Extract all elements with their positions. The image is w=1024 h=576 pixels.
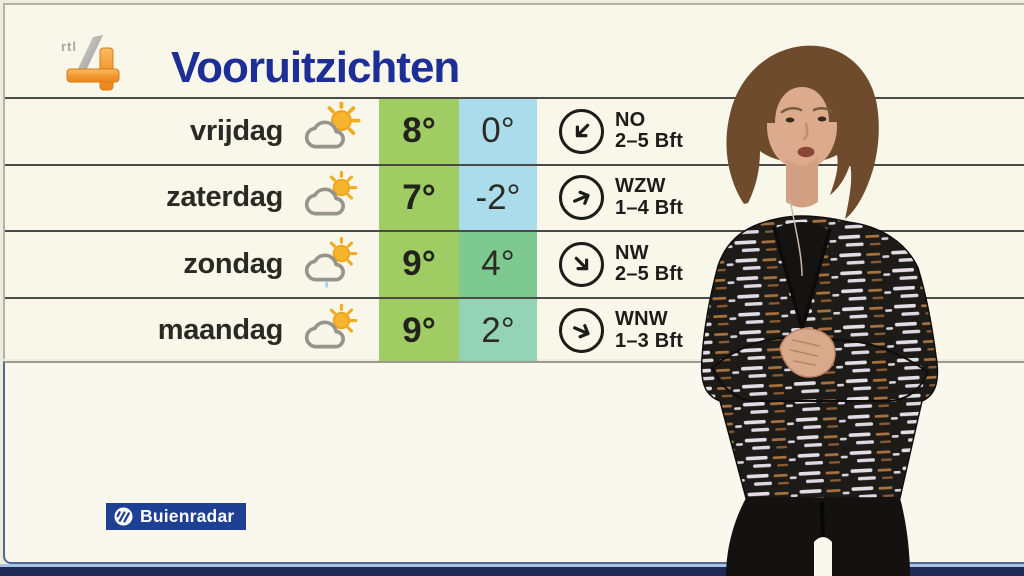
day-label: zaterdag	[166, 181, 283, 214]
temp-min: 0°	[459, 99, 537, 164]
wind-direction: NO	[615, 108, 646, 131]
raindrop-icon	[325, 281, 328, 288]
wind-force: 2–5 Bft	[615, 130, 684, 153]
wind-force: 2–5 Bft	[615, 263, 684, 286]
wind-direction-icon	[559, 109, 604, 154]
temp-max: 9°	[379, 299, 459, 364]
day-label: vrijdag	[190, 114, 283, 147]
presenter	[618, 28, 1018, 576]
wind-direction: WZW	[615, 175, 666, 198]
temp-max: 8°	[379, 99, 459, 164]
temp-max: 7°	[379, 166, 459, 231]
weather-icon	[298, 169, 364, 227]
temp-min: 2°	[459, 299, 537, 364]
day-label: maandag	[157, 314, 283, 347]
temp-min: -2°	[459, 166, 537, 231]
buienradar-icon	[114, 507, 133, 526]
page-title: Vooruitzichten	[171, 43, 460, 92]
temp-min: 4°	[459, 232, 537, 297]
temp-max: 9°	[379, 232, 459, 297]
day-label: zondag	[183, 247, 283, 280]
buienradar-label: Buienradar	[140, 506, 235, 526]
wind-force: 1–3 Bft	[615, 329, 684, 352]
buienradar-logo	[106, 503, 246, 530]
wind-direction-icon	[559, 308, 604, 353]
rtl4-logo	[55, 33, 127, 95]
wind-direction: NW	[615, 241, 649, 264]
wind-direction-icon	[559, 242, 604, 287]
wind-force: 1–4 Bft	[615, 196, 684, 219]
weather-icon	[298, 235, 364, 293]
wind-direction-icon	[559, 175, 604, 220]
rtl-text: rtl	[61, 39, 77, 54]
wind-direction: WNW	[615, 308, 668, 331]
weather-icon	[298, 102, 364, 160]
weather-icon	[298, 302, 364, 360]
